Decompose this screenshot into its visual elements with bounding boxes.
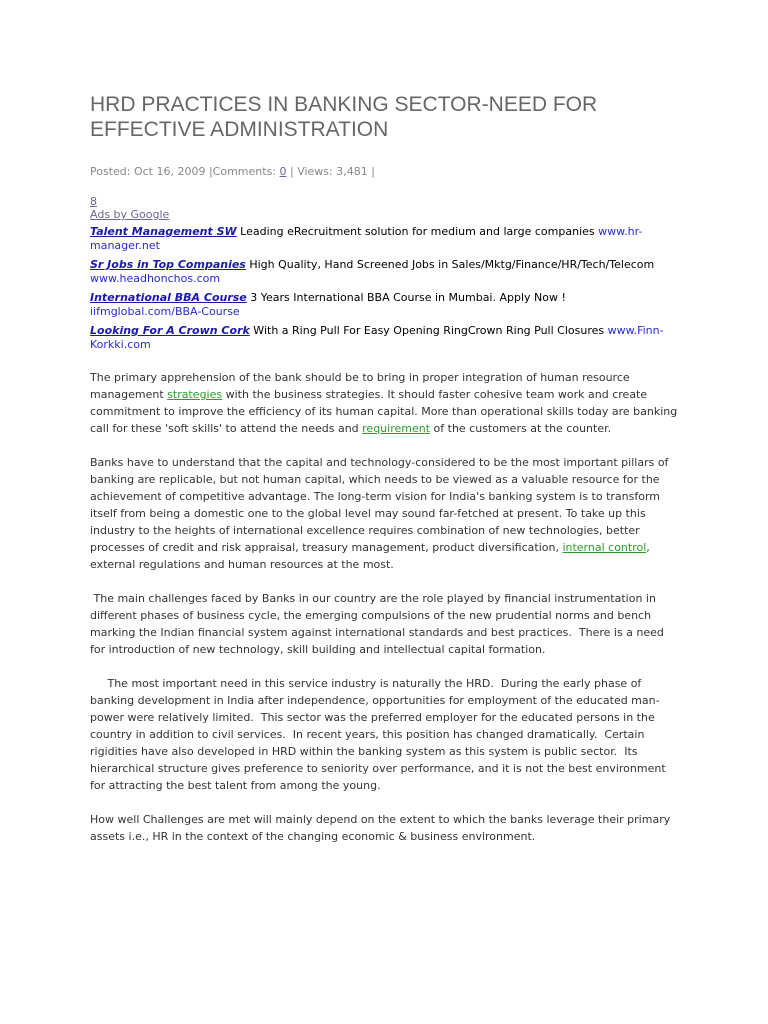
ad-title-link[interactable]: Talent Management SW — [90, 225, 237, 238]
ad-text: Leading eRecruitment solution for medium and large companies — [236, 225, 599, 238]
count-link-row — [90, 196, 680, 208]
comments-link[interactable]: 0 — [279, 165, 287, 178]
ad-url-link[interactable]: www.headhonchos.com — [90, 271, 221, 285]
ad-title-link[interactable]: Sr Jobs in Top Companies — [90, 258, 246, 271]
ad-item — [90, 324, 680, 351]
article-paragraph: How well Challenges are met will mainly depend on the extent to which the banks leverage their primary assets i.e., HR in the context of the changing economic & business environment. — [90, 813, 671, 843]
post-meta — [90, 165, 680, 179]
ad-text: High Quality, Hand Screened Jobs in Sales/Mktg/Finance/HR/Tech/Telecom — [245, 258, 655, 271]
strategies-link[interactable]: strategies — [167, 388, 223, 401]
count-link[interactable]: 8 — [90, 195, 97, 208]
paragraph-text: Banks have to understand that the capital and technology-considered to be the most important pillars of banking are replicable, but not human capital, which needs to be viewed as a valuable resource for the achievement of competitive advantage. The long-term vision for India's banking system is to transform itself from being a domestic one to the global level may sound far-fetched at present. To take up this industry to the heights of international excellence requires combination of new technologies, better processes of credit and risk appraisal, treasury management, product diversification, — [90, 456, 669, 554]
ad-text: With a Ring Pull For Easy Opening RingCrown Ring Pull Closures — [249, 324, 608, 337]
ad-url-link[interactable]: iifmglobal.com/BBA-Course — [90, 304, 240, 318]
ad-title-link[interactable]: Looking For A Crown Cork — [90, 324, 250, 337]
paragraph-text: , external regulations and human resources at the most. — [90, 541, 650, 571]
internal-control-link[interactable]: internal control — [562, 541, 647, 554]
paragraph-text: The primary apprehension of the bank should be to bring in proper integration of human resource management — [90, 371, 630, 401]
ads-by-google-link[interactable]: Ads by Google — [90, 208, 170, 221]
article-paragraph — [90, 369, 680, 437]
paragraph-text: of the customers at the counter. — [430, 422, 612, 435]
ad-item — [90, 258, 680, 285]
requirement-link[interactable]: requirement — [362, 422, 431, 435]
ad-url-link[interactable]: www.hr-manager.net — [90, 225, 643, 252]
ad-url-link[interactable]: www.Finn-Korkki.com — [90, 324, 664, 351]
article-paragraph: The most important need in this service industry is naturally the HRD. During the early phase of banking development in India after independence, opportunities for employment of the educated man-power were relatively limited. This sector was the preferred employer for the educated persons in the country in addition to civil services. In recent years, this position has changed dramatically. Certain rigidities have also developed in HRD within the banking system as this system is public sector. Its hierarchical structure gives preference to seniority over performance, and it is not the best environment for attracting the best talent from among the young. — [90, 677, 670, 792]
ad-item — [90, 291, 680, 318]
ad-title-link[interactable]: International BBA Course — [90, 291, 247, 304]
article-paragraph — [90, 454, 680, 573]
article-paragraph: The main challenges faced by Banks in our country are the role played by financial instrumentation in different phases of business cycle, the emerging compulsions of the new prudential norms and bench marking the Indian financial system against international standards and best practices. There is a need for introduction of new technology, skill building and intellectual capital formation. — [90, 592, 668, 656]
ad-item — [90, 225, 680, 252]
page-title: HRD PRACTICES IN BANKING SECTOR-NEED FOR EFFECTIVE ADMINISTRATION — [90, 93, 598, 141]
paragraph-text: with the business strategies. It should faster cohesive team work and create commitment to improve the efficiency of its human capital. More than operational skills today are banking call for these 'soft skills' to attend the needs and — [90, 388, 678, 435]
article-page — [90, 92, 680, 862]
posted-date-text: Posted: Oct 16, 2009 |Comments: — [90, 165, 280, 178]
ad-text: 3 Years International BBA Course in Mumbai. Apply Now ! — [246, 291, 566, 304]
views-text: | Views: 3,481 | — [286, 165, 375, 178]
article-body — [90, 369, 680, 845]
